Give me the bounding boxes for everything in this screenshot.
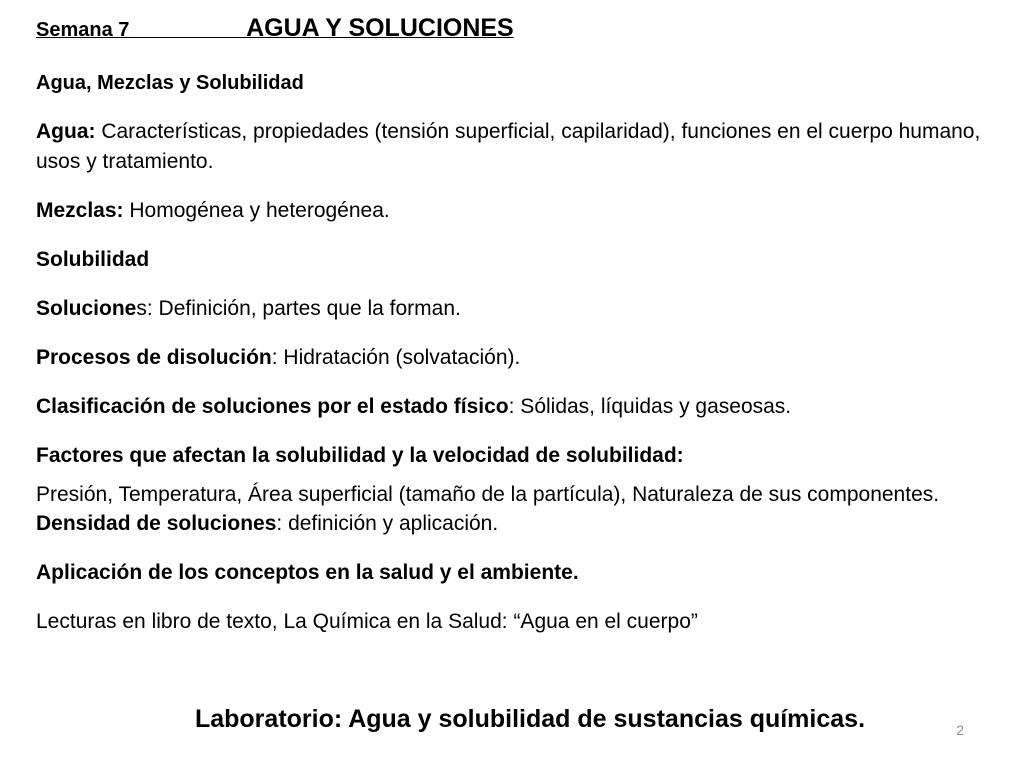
clasificacion-text: : Sólidas, líquidas y gaseosas. xyxy=(508,395,792,418)
slide-header xyxy=(36,14,514,43)
lab-title: Laboratorio: Agua y solubilidad de sustancias químicas. xyxy=(194,705,866,733)
week-label: Semana 7 xyxy=(36,19,130,41)
topic-clasificacion xyxy=(36,392,1001,422)
mezclas-label: Mezclas: xyxy=(36,199,124,222)
procesos-text: : Hidratación (solvatación). xyxy=(271,346,521,369)
topic-agua xyxy=(36,117,1001,177)
aplicacion-label: Aplicación de los conceptos en la salud y el ambiente. xyxy=(36,561,579,584)
clasificacion-label: Clasificación de soluciones por el estado físico xyxy=(36,395,509,418)
subtitle: Agua, Mezclas y Solubilidad xyxy=(36,72,304,94)
densidad-text: : definición y aplicación. xyxy=(276,512,499,535)
topic-densidad xyxy=(36,509,1001,539)
soluciones-label: Solucione xyxy=(36,297,137,320)
topic-lecturas: Lecturas en libro de texto, La Química en la Salud: “Agua en el cuerpo” xyxy=(36,610,698,633)
slide-title: AGUA Y SOLUCIONES xyxy=(246,14,514,42)
densidad-label: Densidad de soluciones xyxy=(36,512,277,535)
topic-solubilidad xyxy=(36,245,1001,275)
topic-aplicacion xyxy=(36,558,1001,588)
page-number: 2 xyxy=(956,722,964,738)
factores-list: Presión, Temperatura, Área superficial (tamaño de la partícula), Naturaleza de sus componentes. xyxy=(36,483,940,506)
procesos-label: Procesos de disolución xyxy=(36,346,272,369)
agua-text: Características, propiedades (tensión superficial, capilaridad), funciones en el cuerpo humano, usos y tratamiento. xyxy=(36,120,981,173)
slide-content xyxy=(36,68,1001,656)
topic-soluciones xyxy=(36,294,1001,324)
mezclas-text: Homogénea y heterogénea. xyxy=(123,199,390,222)
topic-mezclas xyxy=(36,196,1001,226)
agua-label: Agua: xyxy=(36,120,96,143)
factores-label: Factores que afectan la solubilidad y la velocidad de solubilidad: xyxy=(36,444,684,467)
solubilidad-label: Solubilidad xyxy=(36,248,150,271)
topic-factores xyxy=(36,441,1001,471)
soluciones-text: s: Definición, partes que la forman. xyxy=(136,297,461,320)
topic-procesos xyxy=(36,343,1001,373)
